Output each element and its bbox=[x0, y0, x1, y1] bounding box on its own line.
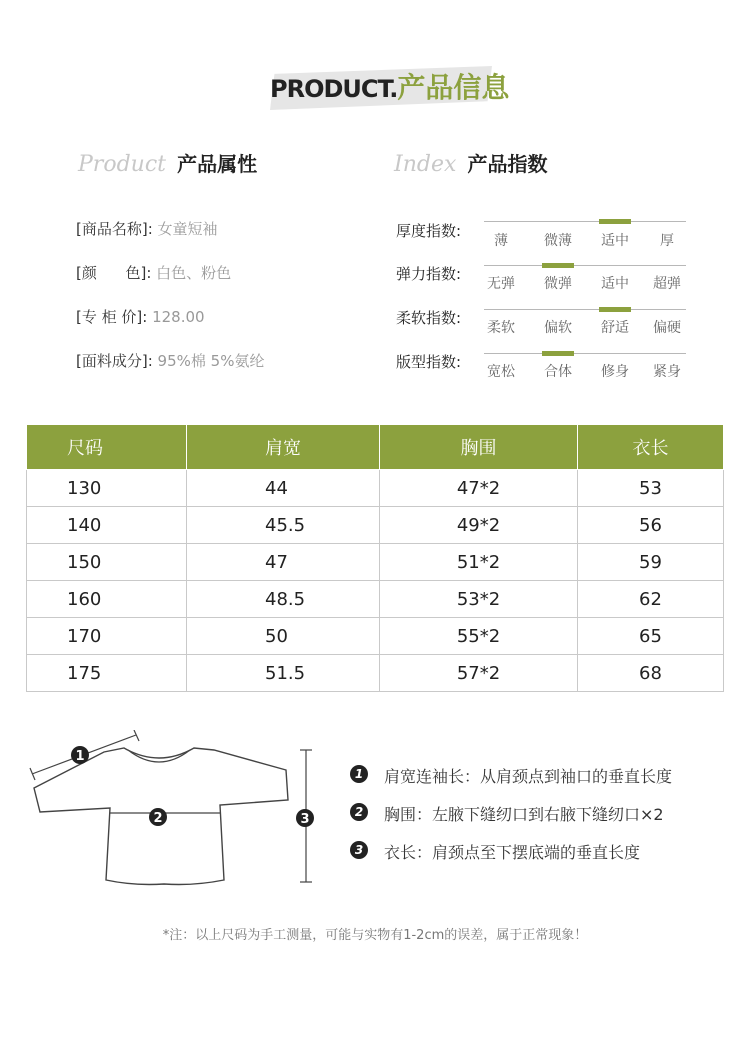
cell-length: 59 bbox=[578, 544, 724, 581]
header-length: 衣长 bbox=[578, 425, 724, 470]
attributes-script: Product bbox=[78, 152, 166, 177]
note-number-badge: 1 bbox=[350, 765, 368, 783]
index-marker bbox=[599, 307, 631, 312]
index-option: 薄 bbox=[494, 233, 508, 249]
svg-text:2: 2 bbox=[153, 811, 163, 826]
attr-key: [商品名称]: bbox=[76, 220, 153, 238]
attr-value: 95%棉 5%氨纶 bbox=[157, 352, 265, 370]
attr-value: 白色、粉色 bbox=[156, 264, 232, 282]
index-option: 无弹 bbox=[487, 276, 515, 292]
cell-shoulder: 45.5 bbox=[187, 507, 380, 544]
cell-length: 68 bbox=[578, 655, 724, 692]
table-row bbox=[27, 581, 724, 618]
note-text: 胸围：左腋下缝纫口到右腋下缝纫口×2 bbox=[384, 805, 664, 824]
note-text: 衣长：肩颈点至下摆底端的垂直长度 bbox=[384, 843, 641, 862]
attr-key: [专 柜 价]: bbox=[76, 308, 148, 326]
index-marker bbox=[542, 263, 574, 268]
index-script: Index bbox=[394, 152, 457, 177]
cell-length: 56 bbox=[578, 507, 724, 544]
index-option: 偏软 bbox=[544, 320, 572, 336]
table-row bbox=[27, 507, 724, 544]
attr-key: [面料成分]: bbox=[76, 352, 153, 370]
note-text: 肩宽连袖长：从肩颈点到袖口的垂直长度 bbox=[384, 767, 673, 786]
header-title-cn: 产品信息 bbox=[397, 71, 510, 104]
svg-text:3: 3 bbox=[300, 812, 310, 827]
footnote: *注：以上尺码为手工测量，可能与实物有1-2cm的误差，属于正常现象！ bbox=[162, 928, 588, 943]
cell-chest: 57*2 bbox=[380, 655, 578, 692]
cell-chest: 55*2 bbox=[380, 618, 578, 655]
cell-length: 53 bbox=[578, 470, 724, 507]
index-marker bbox=[542, 351, 574, 356]
table-header-row bbox=[27, 425, 724, 470]
note-number-badge: 2 bbox=[350, 803, 368, 821]
cell-size: 140 bbox=[27, 507, 187, 544]
cell-length: 62 bbox=[578, 581, 724, 618]
cell-chest: 51*2 bbox=[380, 544, 578, 581]
index-title: 产品指数 bbox=[467, 152, 548, 176]
svg-text:1: 1 bbox=[75, 749, 85, 764]
attr-row bbox=[76, 262, 231, 283]
index-heading bbox=[394, 148, 547, 177]
attr-value: 128.00 bbox=[152, 308, 205, 326]
header-title-en: PRODUCT. bbox=[270, 75, 398, 103]
index-label: 弹力指数: bbox=[396, 265, 462, 283]
table-row bbox=[27, 544, 724, 581]
index-option: 宽松 bbox=[487, 364, 515, 380]
attr-row bbox=[76, 218, 218, 239]
index-line bbox=[484, 353, 686, 354]
cell-size: 170 bbox=[27, 618, 187, 655]
cell-size: 160 bbox=[27, 581, 187, 618]
table-row bbox=[27, 618, 724, 655]
cell-chest: 47*2 bbox=[380, 470, 578, 507]
header-size: 尺码 bbox=[27, 425, 187, 470]
cell-shoulder: 44 bbox=[187, 470, 380, 507]
index-marker bbox=[599, 219, 631, 224]
shirt-neckline bbox=[128, 750, 190, 762]
table-row bbox=[27, 655, 724, 692]
index-option: 适中 bbox=[601, 233, 629, 249]
table-row bbox=[27, 470, 724, 507]
index-option: 合体 bbox=[544, 364, 572, 380]
index-option: 超弹 bbox=[653, 276, 681, 292]
attr-row bbox=[76, 306, 205, 327]
cell-shoulder: 51.5 bbox=[187, 655, 380, 692]
index-line bbox=[484, 221, 686, 222]
attr-value: 女童短袖 bbox=[157, 220, 218, 238]
cell-shoulder: 48.5 bbox=[187, 581, 380, 618]
cell-size: 150 bbox=[27, 544, 187, 581]
index-option: 柔软 bbox=[487, 320, 515, 336]
header-chest: 胸围 bbox=[380, 425, 578, 470]
index-option: 偏硬 bbox=[653, 320, 681, 336]
attributes-heading bbox=[78, 148, 257, 177]
index-option: 微薄 bbox=[544, 233, 572, 249]
garment-diagram bbox=[24, 730, 324, 890]
index-line bbox=[484, 309, 686, 310]
index-label: 版型指数: bbox=[396, 353, 462, 371]
note-number-badge: 3 bbox=[350, 841, 368, 859]
attr-key: [颜 色]: bbox=[76, 264, 152, 282]
index-label: 柔软指数: bbox=[396, 309, 462, 327]
index-label: 厚度指数: bbox=[396, 222, 462, 240]
index-option: 修身 bbox=[601, 364, 629, 380]
index-option: 适中 bbox=[601, 276, 629, 292]
size-table bbox=[26, 424, 724, 692]
index-option: 紧身 bbox=[653, 364, 681, 380]
cell-shoulder: 50 bbox=[187, 618, 380, 655]
index-option: 微弹 bbox=[544, 276, 572, 292]
cell-size: 175 bbox=[27, 655, 187, 692]
page-header bbox=[270, 66, 510, 106]
attributes-title: 产品属性 bbox=[177, 152, 258, 176]
cell-size: 130 bbox=[27, 470, 187, 507]
index-line bbox=[484, 265, 686, 266]
cell-chest: 49*2 bbox=[380, 507, 578, 544]
index-option: 舒适 bbox=[601, 320, 629, 336]
index-option: 厚 bbox=[660, 233, 674, 249]
cell-length: 65 bbox=[578, 618, 724, 655]
cell-shoulder: 47 bbox=[187, 544, 380, 581]
attr-row bbox=[76, 350, 264, 371]
cell-chest: 53*2 bbox=[380, 581, 578, 618]
header-shoulder: 肩宽 bbox=[187, 425, 380, 470]
